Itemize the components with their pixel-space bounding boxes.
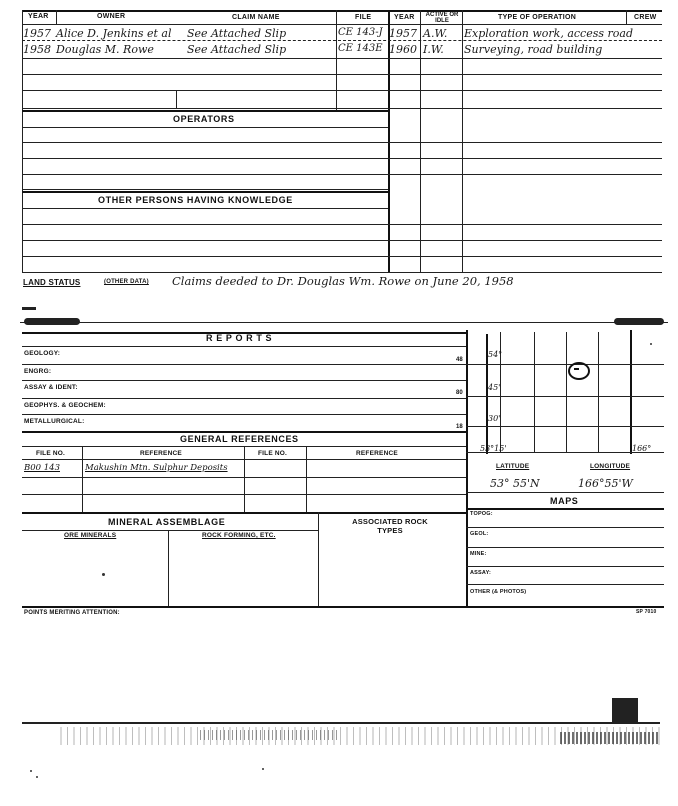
maps-topog: TOPOG: xyxy=(470,511,493,517)
maps-assay: ASSAY: xyxy=(470,570,492,576)
general-references-heading: GENERAL REFERENCES xyxy=(180,434,299,444)
grid-lat-53-15: 53°15' xyxy=(480,444,507,453)
owner-row-2-claim: See Attached Slip xyxy=(187,43,287,56)
owner-row-2-year2: 1960 xyxy=(389,43,417,56)
owner-row-2-file: CE 143E xyxy=(338,43,383,54)
report-geology-num: 48 xyxy=(456,357,463,363)
gr-col-file-no: FILE NO. xyxy=(36,450,66,457)
report-assay: ASSAY & IDENT: xyxy=(24,384,78,391)
report-engrg: ENGRG: xyxy=(24,368,52,375)
report-geophys: GEOPHYS. & GEOCHEM: xyxy=(24,402,106,409)
maps-heading: MAPS xyxy=(550,496,579,506)
rock-forming: ROCK FORMING, ETC. xyxy=(202,532,276,539)
other-persons-heading: OTHER PERSONS HAVING KNOWLEDGE xyxy=(98,195,293,205)
report-assay-num: 80 xyxy=(456,390,463,396)
latitude-label: LATITUDE xyxy=(496,463,530,470)
scan-bar-bottom xyxy=(612,698,638,724)
owner-row-2-year: 1958 xyxy=(23,43,51,56)
grid-lat-54: 54° xyxy=(488,350,503,359)
land-status-label: LAND STATUS xyxy=(23,278,81,287)
gr-entry-reference: Makushin Mtn. Sulphur Deposits xyxy=(85,463,228,473)
scan-smudge-right xyxy=(614,318,664,325)
grid-lat-45: 45' xyxy=(488,383,501,392)
grid-lon-166: 166° xyxy=(632,444,652,453)
points-meriting-attention: POINTS MERITING ATTENTION: xyxy=(24,610,120,616)
form-number: SP 7010 xyxy=(636,609,657,615)
col-owner: OWNER xyxy=(97,13,126,20)
ore-minerals: ORE MINERALS xyxy=(64,532,117,539)
col-file: FILE xyxy=(355,14,372,21)
owner-row-1-status: A.W. xyxy=(423,27,448,40)
report-metallurgical-num: 18 xyxy=(456,424,463,430)
gr-col-reference2: REFERENCE xyxy=(356,450,398,457)
owner-row-1-operation: Exploration work, access road xyxy=(464,27,633,40)
owner-row-2-status: I.W. xyxy=(423,43,444,56)
report-geology: GEOLOGY: xyxy=(24,350,61,357)
longitude-value: 166°55'W xyxy=(578,477,633,490)
report-metallurgical: METALLURGICAL: xyxy=(24,418,85,425)
longitude-label: LONGITUDE xyxy=(590,463,631,470)
col-active-idle: ACTIVE OR IDLE xyxy=(425,12,459,24)
gr-col-reference: REFERENCE xyxy=(140,450,182,457)
grid-lat-30: 30' xyxy=(488,414,501,423)
latitude-value: 53° 55'N xyxy=(490,477,540,490)
scan-mark xyxy=(22,307,36,310)
maps-geol: GEOL: xyxy=(470,531,489,537)
owner-row-1-owner: Alice D. Jenkins et al xyxy=(56,27,172,40)
owner-row-1-claim: See Attached Slip xyxy=(187,27,287,40)
pen-dot xyxy=(102,573,105,576)
col-year2: YEAR xyxy=(394,14,415,21)
owner-row-1-year2: 1957 xyxy=(389,27,417,40)
gr-entry-file: B00 143 xyxy=(24,463,60,473)
maps-mine: MINE: xyxy=(470,551,487,557)
claim-location-dot xyxy=(574,368,579,370)
scan-smudge-left xyxy=(24,318,80,325)
reports-heading: R E P O R T S xyxy=(206,333,273,343)
maps-other: OTHER (& PHOTOS) xyxy=(470,589,527,595)
owner-row-2-owner: Douglas M. Rowe xyxy=(56,43,154,56)
assoc-rock-types: ASSOCIATED ROCK TYPES xyxy=(352,517,428,535)
land-status-sublabel: (OTHER DATA) xyxy=(104,279,149,285)
mineral-assemblage-heading: MINERAL ASSEMBLAGE xyxy=(108,517,226,527)
col-crew: CREW xyxy=(634,14,657,21)
gr-col-file-no2: FILE NO. xyxy=(258,450,288,457)
col-type-operation: TYPE OF OPERATION xyxy=(498,14,577,21)
claim-location-circle xyxy=(568,362,590,380)
col-year: YEAR xyxy=(28,13,49,20)
owner-row-1-file: CE 143-J xyxy=(338,27,383,38)
owner-row-1-year: 1957 xyxy=(23,27,51,40)
land-status-value: Claims deeded to Dr. Douglas Wm. Rowe on June 20, 1958 xyxy=(172,274,514,288)
col-claim-name: CLAIM NAME xyxy=(232,14,280,21)
owner-row-2-operation: Surveying, road building xyxy=(464,43,603,56)
operators-heading: OPERATORS xyxy=(173,114,235,124)
